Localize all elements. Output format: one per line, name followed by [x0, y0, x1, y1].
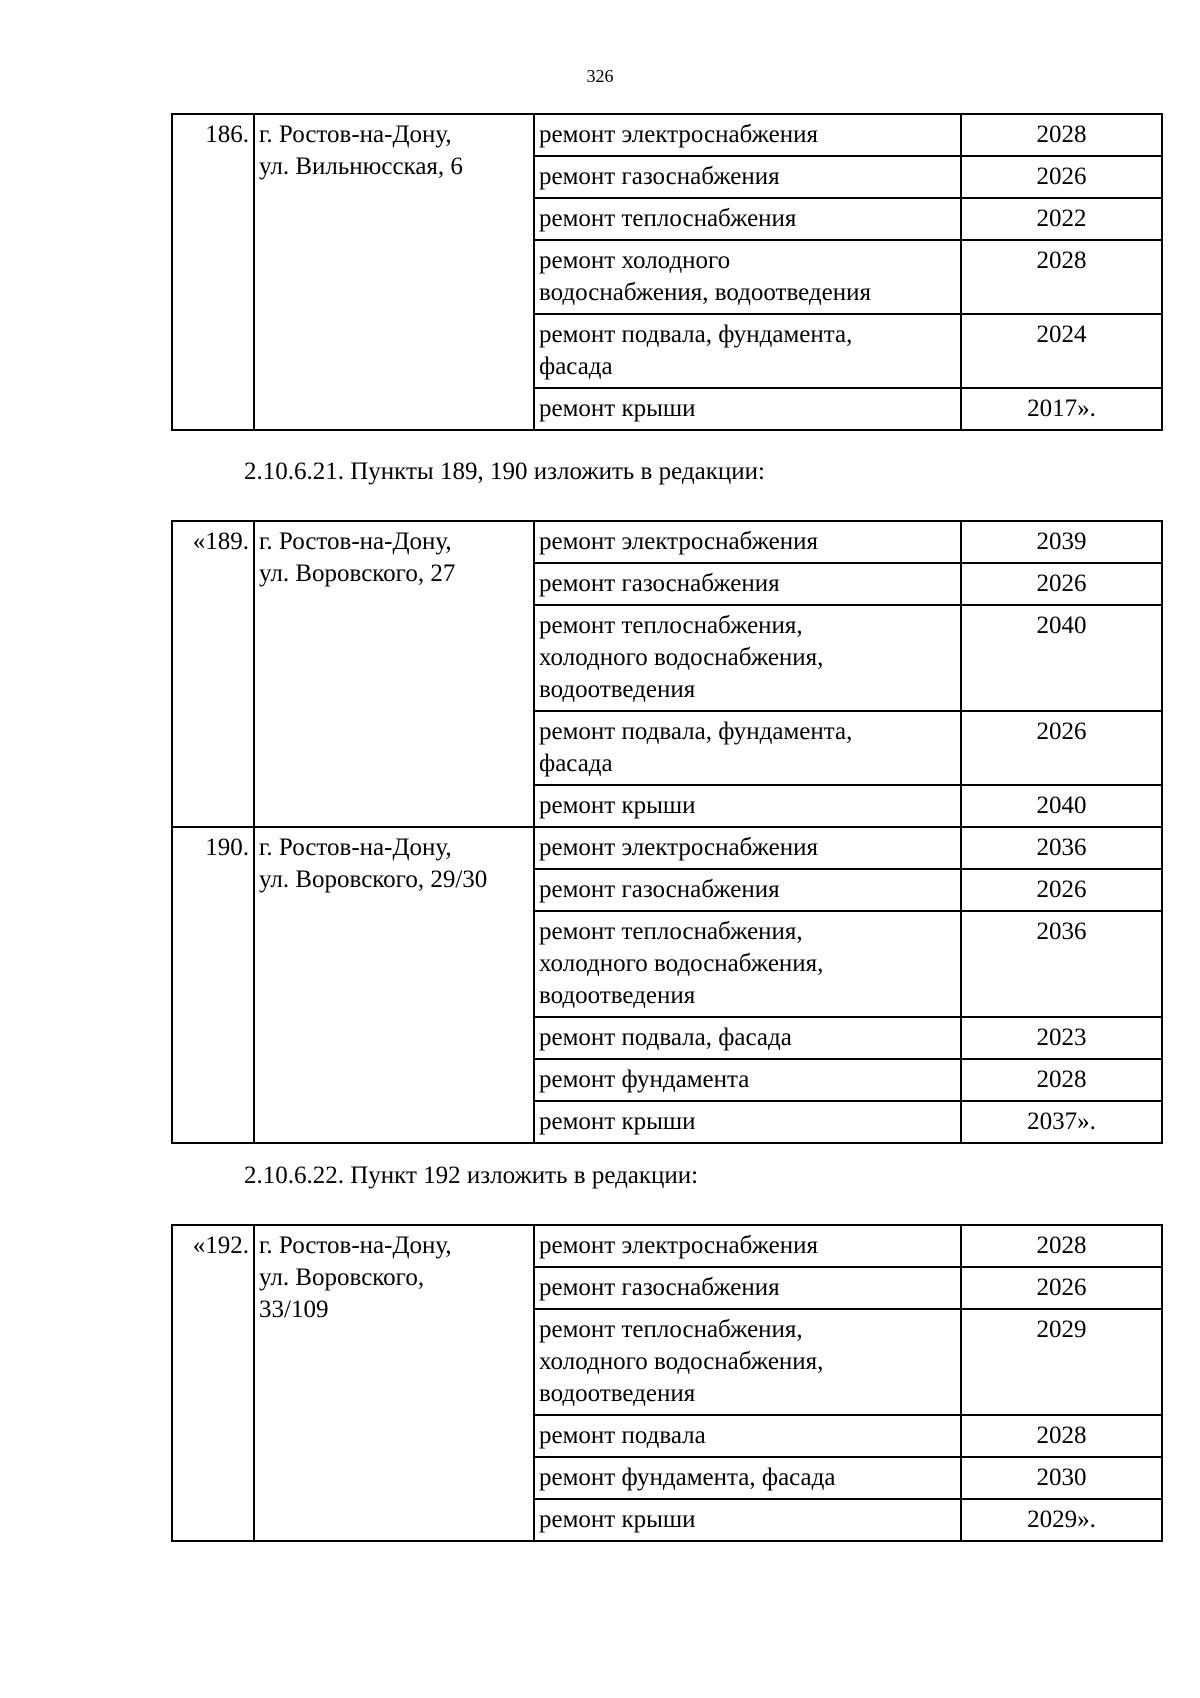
repair-year: 2026: [961, 711, 1162, 785]
repair-schedule-table: [171, 520, 1163, 1144]
repair-work: ремонт подвала, фундамента, фасада: [534, 711, 961, 785]
page-number: 326: [586, 66, 614, 86]
repair-year: 2028: [961, 1059, 1162, 1101]
entry-address: г. Ростов-на-Дону, ул. Воровского, 33/109: [254, 1225, 534, 1541]
repair-year: 2026: [961, 869, 1162, 911]
repair-work: ремонт электроснабжения: [534, 1225, 961, 1267]
repair-work: ремонт подвала, фасада: [534, 1017, 961, 1059]
repair-year: 2040: [961, 785, 1162, 827]
repair-year: 2017».: [961, 388, 1162, 430]
repair-work: ремонт крыши: [534, 388, 961, 430]
repair-work: ремонт электроснабжения: [534, 827, 961, 869]
entry-address: г. Ростов-на-Дону, ул. Вильнюсская, 6: [254, 114, 534, 430]
repair-year: 2028: [961, 240, 1162, 314]
repair-year: 2040: [961, 605, 1162, 711]
repair-year: 2024: [961, 314, 1162, 388]
repair-year: 2036: [961, 911, 1162, 1017]
entry-address: г. Ростов-на-Дону, ул. Воровского, 27: [254, 521, 534, 827]
repair-work: ремонт крыши: [534, 785, 961, 827]
repair-schedule-table: [171, 1224, 1163, 1542]
repair-work: ремонт теплоснабжения, холодного водоснабжения, водоотведения: [534, 605, 961, 711]
entry-number: 186.: [172, 114, 254, 430]
repair-work: ремонт электроснабжения: [534, 521, 961, 563]
repair-year: 2026: [961, 156, 1162, 198]
repair-work: ремонт подвала, фундамента, фасада: [534, 314, 961, 388]
repair-year: 2022: [961, 198, 1162, 240]
table-row: [172, 827, 1162, 869]
repair-work: ремонт фундамента: [534, 1059, 961, 1101]
entry-number: «192.: [172, 1225, 254, 1541]
repair-work: ремонт холодного водоснабжения, водоотведения: [534, 240, 961, 314]
repair-work: ремонт фундамента, фасада: [534, 1457, 961, 1499]
repair-work: ремонт газоснабжения: [534, 869, 961, 911]
table-row: [172, 521, 1162, 563]
repair-work: ремонт крыши: [534, 1499, 961, 1541]
entry-number: «189.: [172, 521, 254, 827]
repair-year: 2028: [961, 1225, 1162, 1267]
repair-year: 2030: [961, 1457, 1162, 1499]
repair-year: 2029».: [961, 1499, 1162, 1541]
repair-schedule-table: [171, 113, 1163, 431]
repair-year: 2023: [961, 1017, 1162, 1059]
repair-year: 2036: [961, 827, 1162, 869]
entry-number: 190.: [172, 827, 254, 1143]
repair-year: 2026: [961, 563, 1162, 605]
repair-year: 2037».: [961, 1101, 1162, 1143]
repair-year: 2029: [961, 1309, 1162, 1415]
section-heading: 2.10.6.22. Пункт 192 изложить в редакции:: [244, 1162, 699, 1189]
repair-work: ремонт теплоснабжения, холодного водоснабжения, водоотведения: [534, 1309, 961, 1415]
repair-work: ремонт электроснабжения: [534, 114, 961, 156]
repair-year: 2028: [961, 1415, 1162, 1457]
repair-work: ремонт газоснабжения: [534, 563, 961, 605]
repair-work: ремонт подвала: [534, 1415, 961, 1457]
repair-work: ремонт теплоснабжения, холодного водоснабжения, водоотведения: [534, 911, 961, 1017]
repair-work: ремонт крыши: [534, 1101, 961, 1143]
repair-work: ремонт газоснабжения: [534, 156, 961, 198]
repair-year: 2026: [961, 1267, 1162, 1309]
repair-year: 2039: [961, 521, 1162, 563]
repair-work: ремонт теплоснабжения: [534, 198, 961, 240]
section-heading: 2.10.6.21. Пункты 189, 190 изложить в редакции:: [244, 458, 765, 485]
table-row: [172, 114, 1162, 156]
entry-address: г. Ростов-на-Дону, ул. Воровского, 29/30: [254, 827, 534, 1143]
repair-work: ремонт газоснабжения: [534, 1267, 961, 1309]
repair-year: 2028: [961, 114, 1162, 156]
table-row: [172, 1225, 1162, 1267]
